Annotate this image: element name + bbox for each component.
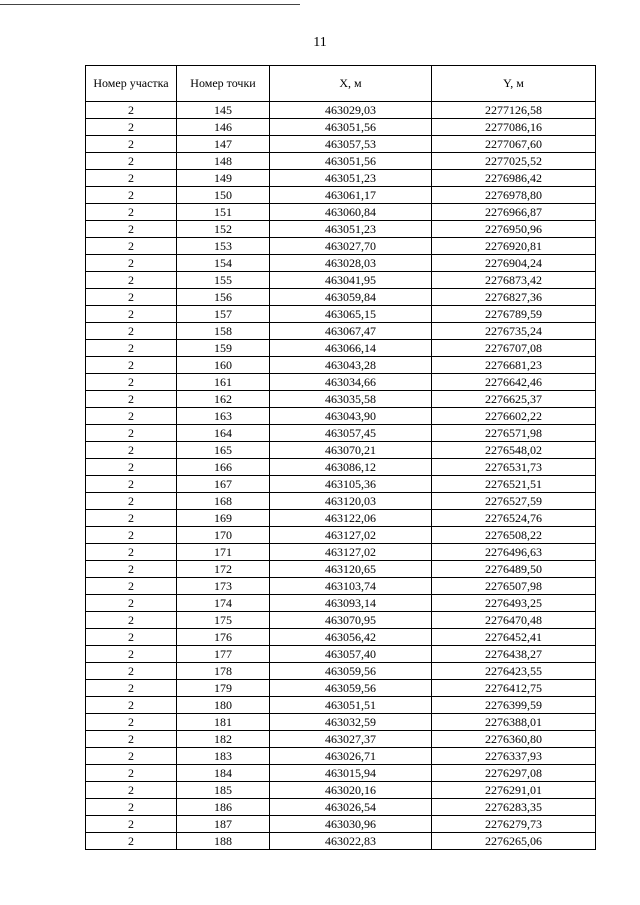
table-row xyxy=(86,204,596,221)
cell-point-number: 158 xyxy=(177,323,270,340)
cell-y-coordinate: 2276508,22 xyxy=(432,527,596,544)
cell-y-coordinate: 2276265,06 xyxy=(432,833,596,850)
cell-point-number: 156 xyxy=(177,289,270,306)
table-row xyxy=(86,323,596,340)
cell-plot-number: 2 xyxy=(86,374,177,391)
cell-y-coordinate: 2276681,23 xyxy=(432,357,596,374)
cell-x-coordinate: 463022,83 xyxy=(270,833,432,850)
cell-point-number: 160 xyxy=(177,357,270,374)
cell-y-coordinate: 2276966,87 xyxy=(432,204,596,221)
cell-plot-number: 2 xyxy=(86,578,177,595)
cell-plot-number: 2 xyxy=(86,816,177,833)
cell-point-number: 147 xyxy=(177,136,270,153)
page-number: 11 xyxy=(313,35,327,50)
cell-plot-number: 2 xyxy=(86,629,177,646)
table-row xyxy=(86,714,596,731)
table-row xyxy=(86,748,596,765)
table-row xyxy=(86,170,596,187)
cell-y-coordinate: 2276283,35 xyxy=(432,799,596,816)
cell-y-coordinate: 2277025,52 xyxy=(432,153,596,170)
table-header-row xyxy=(86,66,596,102)
cell-x-coordinate: 463120,03 xyxy=(270,493,432,510)
cell-x-coordinate: 463051,51 xyxy=(270,697,432,714)
cell-y-coordinate: 2276423,55 xyxy=(432,663,596,680)
table-row xyxy=(86,408,596,425)
cell-plot-number: 2 xyxy=(86,119,177,136)
table-row xyxy=(86,289,596,306)
cell-plot-number: 2 xyxy=(86,680,177,697)
cell-x-coordinate: 463066,14 xyxy=(270,340,432,357)
cell-point-number: 172 xyxy=(177,561,270,578)
cell-point-number: 164 xyxy=(177,425,270,442)
cell-point-number: 145 xyxy=(177,102,270,119)
cell-x-coordinate: 463056,42 xyxy=(270,629,432,646)
cell-plot-number: 2 xyxy=(86,459,177,476)
cell-plot-number: 2 xyxy=(86,306,177,323)
table-row xyxy=(86,510,596,527)
cell-plot-number: 2 xyxy=(86,442,177,459)
table-row xyxy=(86,731,596,748)
table-row xyxy=(86,272,596,289)
cell-plot-number: 2 xyxy=(86,476,177,493)
cell-x-coordinate: 463026,54 xyxy=(270,799,432,816)
cell-plot-number: 2 xyxy=(86,544,177,561)
cell-plot-number: 2 xyxy=(86,663,177,680)
header-point-number: Номер точки xyxy=(177,66,270,102)
table-row xyxy=(86,238,596,255)
cell-y-coordinate: 2276548,02 xyxy=(432,442,596,459)
cell-point-number: 185 xyxy=(177,782,270,799)
cell-point-number: 179 xyxy=(177,680,270,697)
cell-x-coordinate: 463070,95 xyxy=(270,612,432,629)
cell-point-number: 176 xyxy=(177,629,270,646)
cell-point-number: 154 xyxy=(177,255,270,272)
cell-point-number: 173 xyxy=(177,578,270,595)
table-row xyxy=(86,442,596,459)
cell-plot-number: 2 xyxy=(86,799,177,816)
table-row xyxy=(86,816,596,833)
table-row xyxy=(86,595,596,612)
cell-x-coordinate: 463122,06 xyxy=(270,510,432,527)
cell-x-coordinate: 463093,14 xyxy=(270,595,432,612)
cell-y-coordinate: 2276291,01 xyxy=(432,782,596,799)
header-plot-number: Номер участка xyxy=(86,66,177,102)
cell-x-coordinate: 463059,84 xyxy=(270,289,432,306)
cell-x-coordinate: 463127,02 xyxy=(270,544,432,561)
cell-point-number: 186 xyxy=(177,799,270,816)
cell-point-number: 184 xyxy=(177,765,270,782)
cell-y-coordinate: 2276297,08 xyxy=(432,765,596,782)
cell-x-coordinate: 463057,40 xyxy=(270,646,432,663)
cell-y-coordinate: 2276602,22 xyxy=(432,408,596,425)
table-row xyxy=(86,187,596,204)
cell-x-coordinate: 463030,96 xyxy=(270,816,432,833)
cell-y-coordinate: 2276279,73 xyxy=(432,816,596,833)
cell-point-number: 181 xyxy=(177,714,270,731)
cell-x-coordinate: 463059,56 xyxy=(270,680,432,697)
cell-y-coordinate: 2276412,75 xyxy=(432,680,596,697)
cell-plot-number: 2 xyxy=(86,204,177,221)
table-row xyxy=(86,391,596,408)
cell-x-coordinate: 463057,53 xyxy=(270,136,432,153)
cell-plot-number: 2 xyxy=(86,102,177,119)
cell-x-coordinate: 463051,23 xyxy=(270,221,432,238)
table-row xyxy=(86,527,596,544)
table-row xyxy=(86,102,596,119)
table-row xyxy=(86,340,596,357)
cell-x-coordinate: 463032,59 xyxy=(270,714,432,731)
cell-plot-number: 2 xyxy=(86,646,177,663)
cell-x-coordinate: 463103,74 xyxy=(270,578,432,595)
cell-x-coordinate: 463026,71 xyxy=(270,748,432,765)
table-row xyxy=(86,425,596,442)
cell-x-coordinate: 463057,45 xyxy=(270,425,432,442)
header-y-coordinate: Y, м xyxy=(432,66,596,102)
cell-point-number: 182 xyxy=(177,731,270,748)
cell-x-coordinate: 463120,65 xyxy=(270,561,432,578)
cell-x-coordinate: 463086,12 xyxy=(270,459,432,476)
cell-plot-number: 2 xyxy=(86,782,177,799)
cell-point-number: 155 xyxy=(177,272,270,289)
cell-x-coordinate: 463041,95 xyxy=(270,272,432,289)
cell-plot-number: 2 xyxy=(86,561,177,578)
cell-x-coordinate: 463035,58 xyxy=(270,391,432,408)
cell-plot-number: 2 xyxy=(86,272,177,289)
cell-plot-number: 2 xyxy=(86,765,177,782)
cell-point-number: 183 xyxy=(177,748,270,765)
table-row xyxy=(86,374,596,391)
cell-y-coordinate: 2276388,01 xyxy=(432,714,596,731)
cell-point-number: 165 xyxy=(177,442,270,459)
cell-y-coordinate: 2276496,63 xyxy=(432,544,596,561)
cell-plot-number: 2 xyxy=(86,833,177,850)
top-divider-line xyxy=(0,4,300,5)
cell-y-coordinate: 2276873,42 xyxy=(432,272,596,289)
cell-point-number: 151 xyxy=(177,204,270,221)
table-row xyxy=(86,561,596,578)
cell-y-coordinate: 2277126,58 xyxy=(432,102,596,119)
cell-point-number: 148 xyxy=(177,153,270,170)
cell-y-coordinate: 2276360,80 xyxy=(432,731,596,748)
cell-plot-number: 2 xyxy=(86,510,177,527)
cell-point-number: 163 xyxy=(177,408,270,425)
table-row xyxy=(86,765,596,782)
cell-y-coordinate: 2276493,25 xyxy=(432,595,596,612)
cell-y-coordinate: 2276735,24 xyxy=(432,323,596,340)
cell-plot-number: 2 xyxy=(86,595,177,612)
cell-point-number: 187 xyxy=(177,816,270,833)
cell-x-coordinate: 463029,03 xyxy=(270,102,432,119)
cell-point-number: 178 xyxy=(177,663,270,680)
cell-point-number: 150 xyxy=(177,187,270,204)
cell-point-number: 152 xyxy=(177,221,270,238)
cell-plot-number: 2 xyxy=(86,255,177,272)
table-row xyxy=(86,459,596,476)
cell-plot-number: 2 xyxy=(86,697,177,714)
cell-point-number: 170 xyxy=(177,527,270,544)
cell-y-coordinate: 2276524,76 xyxy=(432,510,596,527)
cell-point-number: 174 xyxy=(177,595,270,612)
table-row xyxy=(86,119,596,136)
table-row xyxy=(86,629,596,646)
cell-point-number: 149 xyxy=(177,170,270,187)
cell-point-number: 177 xyxy=(177,646,270,663)
cell-y-coordinate: 2276399,59 xyxy=(432,697,596,714)
cell-y-coordinate: 2276986,42 xyxy=(432,170,596,187)
cell-point-number: 146 xyxy=(177,119,270,136)
cell-x-coordinate: 463051,56 xyxy=(270,119,432,136)
table-body xyxy=(86,102,596,850)
cell-y-coordinate: 2276337,93 xyxy=(432,748,596,765)
cell-plot-number: 2 xyxy=(86,612,177,629)
table-row xyxy=(86,680,596,697)
cell-x-coordinate: 463061,17 xyxy=(270,187,432,204)
table-row xyxy=(86,782,596,799)
cell-x-coordinate: 463015,94 xyxy=(270,765,432,782)
cell-y-coordinate: 2276521,51 xyxy=(432,476,596,493)
cell-point-number: 188 xyxy=(177,833,270,850)
cell-point-number: 159 xyxy=(177,340,270,357)
cell-y-coordinate: 2276827,36 xyxy=(432,289,596,306)
cell-x-coordinate: 463043,28 xyxy=(270,357,432,374)
cell-x-coordinate: 463060,84 xyxy=(270,204,432,221)
cell-point-number: 168 xyxy=(177,493,270,510)
cell-x-coordinate: 463070,21 xyxy=(270,442,432,459)
table-row xyxy=(86,646,596,663)
table-row xyxy=(86,544,596,561)
cell-plot-number: 2 xyxy=(86,323,177,340)
cell-x-coordinate: 463027,37 xyxy=(270,731,432,748)
cell-plot-number: 2 xyxy=(86,187,177,204)
cell-y-coordinate: 2276978,80 xyxy=(432,187,596,204)
table-row xyxy=(86,578,596,595)
table-row xyxy=(86,833,596,850)
table-row xyxy=(86,697,596,714)
cell-x-coordinate: 463127,02 xyxy=(270,527,432,544)
cell-x-coordinate: 463028,03 xyxy=(270,255,432,272)
table-row xyxy=(86,255,596,272)
cell-plot-number: 2 xyxy=(86,527,177,544)
table-row xyxy=(86,221,596,238)
cell-y-coordinate: 2277067,60 xyxy=(432,136,596,153)
table-row xyxy=(86,136,596,153)
cell-x-coordinate: 463051,23 xyxy=(270,170,432,187)
cell-y-coordinate: 2276531,73 xyxy=(432,459,596,476)
cell-y-coordinate: 2276642,46 xyxy=(432,374,596,391)
cell-plot-number: 2 xyxy=(86,391,177,408)
table-row xyxy=(86,612,596,629)
cell-plot-number: 2 xyxy=(86,731,177,748)
cell-y-coordinate: 2276507,98 xyxy=(432,578,596,595)
cell-y-coordinate: 2276452,41 xyxy=(432,629,596,646)
cell-x-coordinate: 463105,36 xyxy=(270,476,432,493)
cell-y-coordinate: 2276920,81 xyxy=(432,238,596,255)
cell-plot-number: 2 xyxy=(86,714,177,731)
cell-plot-number: 2 xyxy=(86,238,177,255)
cell-plot-number: 2 xyxy=(86,340,177,357)
cell-plot-number: 2 xyxy=(86,221,177,238)
cell-x-coordinate: 463020,16 xyxy=(270,782,432,799)
cell-point-number: 162 xyxy=(177,391,270,408)
cell-plot-number: 2 xyxy=(86,408,177,425)
cell-plot-number: 2 xyxy=(86,136,177,153)
header-x-coordinate: X, м xyxy=(270,66,432,102)
cell-y-coordinate: 2276950,96 xyxy=(432,221,596,238)
cell-x-coordinate: 463051,56 xyxy=(270,153,432,170)
cell-plot-number: 2 xyxy=(86,493,177,510)
cell-point-number: 157 xyxy=(177,306,270,323)
cell-y-coordinate: 2276789,59 xyxy=(432,306,596,323)
table-row xyxy=(86,493,596,510)
cell-x-coordinate: 463065,15 xyxy=(270,306,432,323)
cell-x-coordinate: 463067,47 xyxy=(270,323,432,340)
cell-point-number: 161 xyxy=(177,374,270,391)
cell-plot-number: 2 xyxy=(86,357,177,374)
cell-point-number: 180 xyxy=(177,697,270,714)
cell-point-number: 171 xyxy=(177,544,270,561)
cell-plot-number: 2 xyxy=(86,289,177,306)
table-row xyxy=(86,357,596,374)
cell-point-number: 153 xyxy=(177,238,270,255)
cell-y-coordinate: 2276470,48 xyxy=(432,612,596,629)
cell-y-coordinate: 2276707,08 xyxy=(432,340,596,357)
cell-y-coordinate: 2276571,98 xyxy=(432,425,596,442)
table-row xyxy=(86,306,596,323)
cell-point-number: 167 xyxy=(177,476,270,493)
cell-plot-number: 2 xyxy=(86,170,177,187)
cell-x-coordinate: 463043,90 xyxy=(270,408,432,425)
table-row xyxy=(86,153,596,170)
cell-x-coordinate: 463034,66 xyxy=(270,374,432,391)
cell-plot-number: 2 xyxy=(86,153,177,170)
cell-y-coordinate: 2276904,24 xyxy=(432,255,596,272)
table-row xyxy=(86,799,596,816)
cell-y-coordinate: 2276527,59 xyxy=(432,493,596,510)
cell-point-number: 169 xyxy=(177,510,270,527)
cell-x-coordinate: 463027,70 xyxy=(270,238,432,255)
cell-y-coordinate: 2276489,50 xyxy=(432,561,596,578)
cell-plot-number: 2 xyxy=(86,748,177,765)
cell-y-coordinate: 2276438,27 xyxy=(432,646,596,663)
cell-y-coordinate: 2276625,37 xyxy=(432,391,596,408)
table-row xyxy=(86,663,596,680)
coordinates-table xyxy=(85,65,596,850)
cell-y-coordinate: 2277086,16 xyxy=(432,119,596,136)
cell-plot-number: 2 xyxy=(86,425,177,442)
cell-point-number: 166 xyxy=(177,459,270,476)
cell-x-coordinate: 463059,56 xyxy=(270,663,432,680)
cell-point-number: 175 xyxy=(177,612,270,629)
table-row xyxy=(86,476,596,493)
